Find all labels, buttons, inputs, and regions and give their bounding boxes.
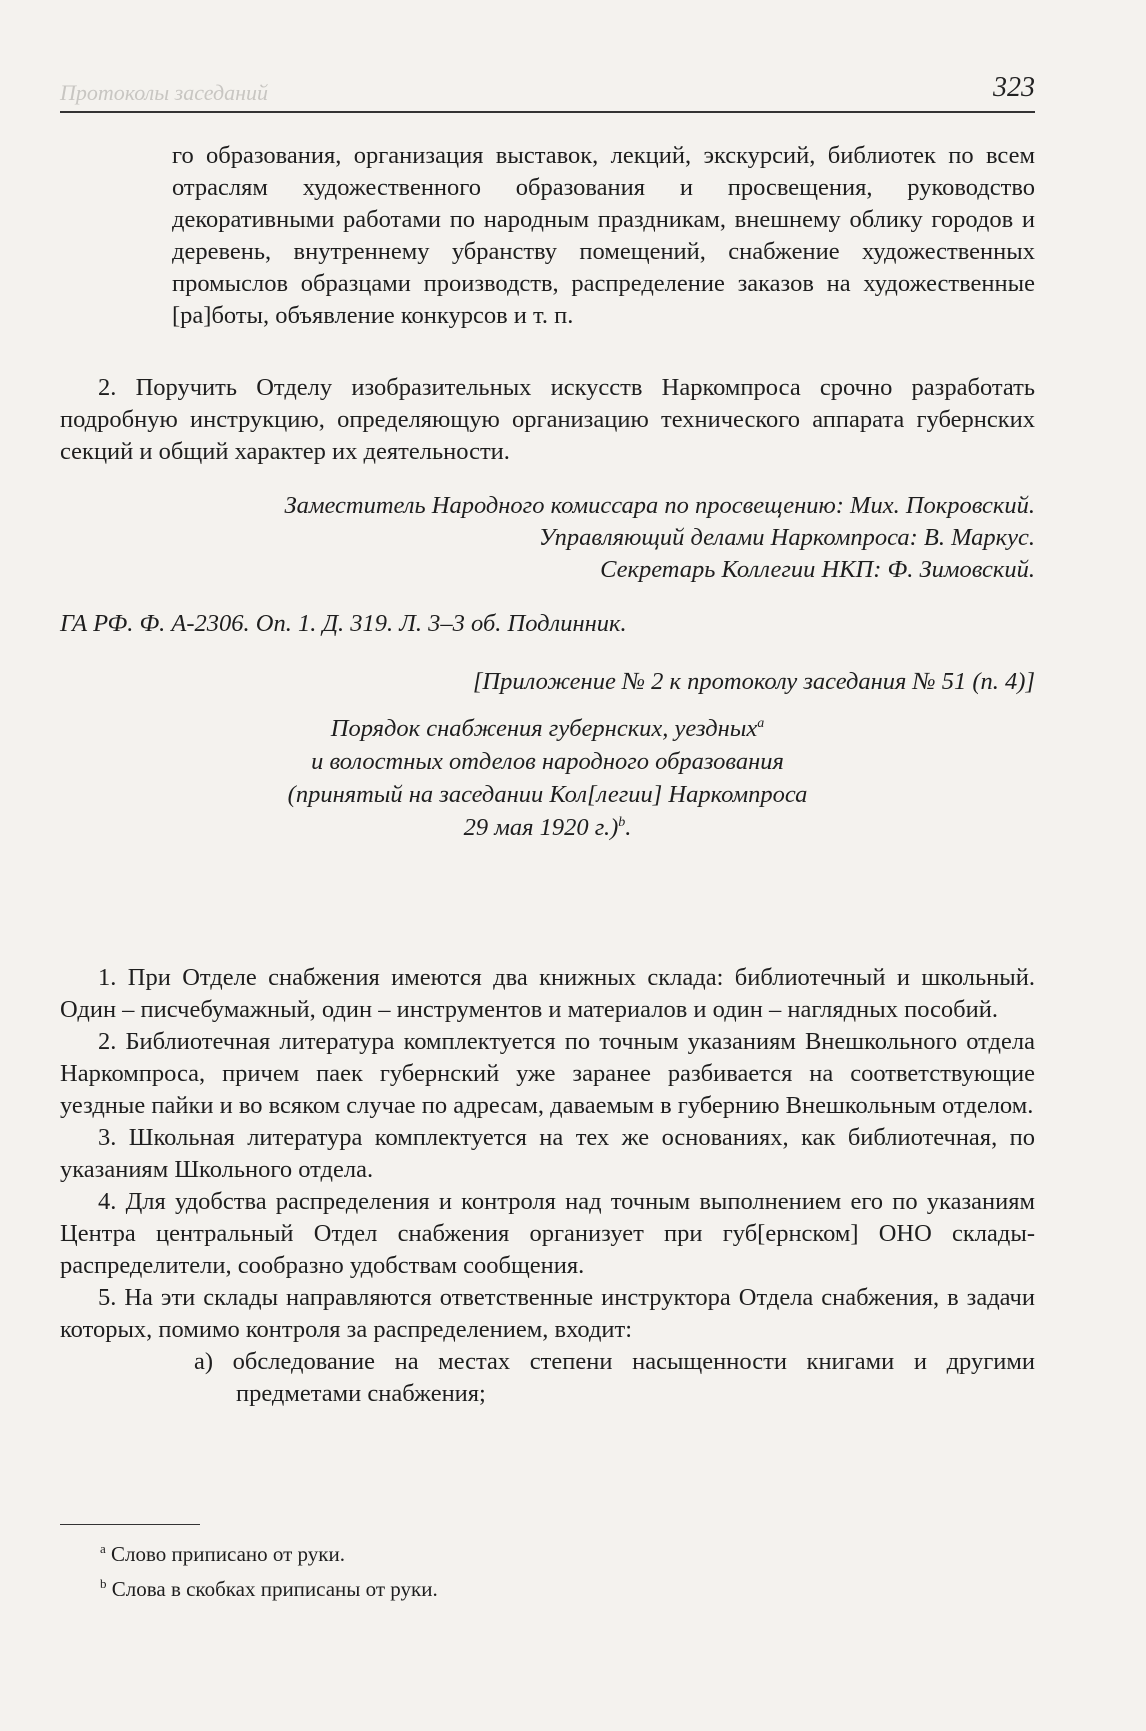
title-line-1-text: Порядок снабжения губернских, уездных: [330, 715, 758, 742]
signature-deputy-commissar: Заместитель Народного комиссара по просвещению: Мих. Покровский.: [284, 492, 1035, 519]
title-line-4: [60, 811, 1035, 844]
subitem-a: а) обследование на местах степени насыщенности книгами и другими предметами снабжения;: [194, 1348, 1035, 1407]
running-title: Протоколы заседаний: [60, 80, 268, 105]
footnote-b: [100, 1569, 438, 1604]
footnote-b-text: Слова в скобках приписаны от руки.: [111, 1577, 438, 1601]
footnotes: [100, 1534, 438, 1604]
footnote-rule: [60, 1524, 200, 1525]
archive-reference-text: ГА РФ. Ф. А-2306. Оп. 1. Д. 319. Л. 3–3 об. Подлинник.: [60, 610, 627, 637]
protocol-continuation: [60, 140, 1035, 332]
title-line-2: и волостных отделов народного образования: [311, 748, 784, 775]
appendix-reference: [60, 666, 1035, 698]
point-4: 4. Для удобства распределения и контроля над точным выполнением его по указаниям Центра центральный Отдел снабжения организует при губ[ернском] ОНО склады-распределители, сообразно удобствам сообщения.: [60, 1188, 1035, 1279]
footnote-a-text: Слово приписано от руки.: [111, 1542, 345, 1566]
page-number: 323: [993, 72, 1035, 103]
title-line-4-text: 29 мая 1920 г.): [463, 814, 619, 841]
footnote-a: [100, 1534, 438, 1569]
footnote-marker-a: a: [757, 715, 765, 731]
signature-secretary: Секретарь Коллегии НКП: Ф. Зимовский.: [600, 556, 1035, 583]
appendix-reference-text: [Приложение № 2 к протоколу заседания № 51 (п. 4)]: [472, 668, 1035, 695]
archive-reference: [60, 608, 1035, 640]
continuation-paragraph: го образования, организация выставок, лекций, экскурсий, библиотек по всем отраслям художественного образования и просвещения, руководство декоративными работами по народным праздникам, внешнему облику городов и деревень, внутреннему убранству помещений, снабжение художественных промыслов образцами производств, распределение заказов на художественные [ра]боты, объявление конкурсов и т. п.: [172, 142, 1035, 329]
title-line-3: (принятый на заседании Кол[легии] Наркомпроса: [287, 781, 808, 808]
resolution-item-2: [60, 372, 1035, 468]
signature-office-manager: Управляющий делами Наркомпроса: В. Маркус.: [538, 524, 1035, 551]
header-rule: [60, 111, 1035, 113]
running-head: [60, 72, 1035, 112]
footnote-marker-b: b: [618, 814, 626, 830]
supply-points: [60, 962, 1035, 1410]
point-1: 1. При Отделе снабжения имеются два книжных склада: библиотечный и школьный. Один – писчебумажный, один – инструментов и материалов и один – наглядных пособий.: [60, 964, 1035, 1023]
point-3: 3. Школьная литература комплектуется на тех же основаниях, как библиотечная, по указаниям Школьного отдела.: [60, 1124, 1035, 1183]
item-2-paragraph: 2. Поручить Отделу изобразительных искусств Наркомпроса срочно разработать подробную инструкцию, определяющую организацию технического аппарата губернских секций и общий характер их деятельности.: [60, 374, 1035, 465]
footnote-a-mark: a: [100, 1541, 106, 1556]
signatures-block: [60, 490, 1035, 586]
title-line-4-end: .: [625, 814, 632, 841]
point-2: 2. Библиотечная литература комплектуется по точным указаниям Внешкольного отдела Наркомпроса, причем паек губернский уже заранее разбивается на соответствующие уездные пайки и во всяком случае по адресам, даваемым в губернию Внешкольным отделом.: [60, 1028, 1035, 1119]
footnote-b-mark: b: [100, 1576, 107, 1591]
appendix-title: [60, 712, 1035, 844]
point-5: 5. На эти склады направляются ответственные инструктора Отдела снабжения, в задачи которых, помимо контроля за распределением, входит:: [60, 1284, 1035, 1343]
title-line-1: [60, 712, 1035, 745]
